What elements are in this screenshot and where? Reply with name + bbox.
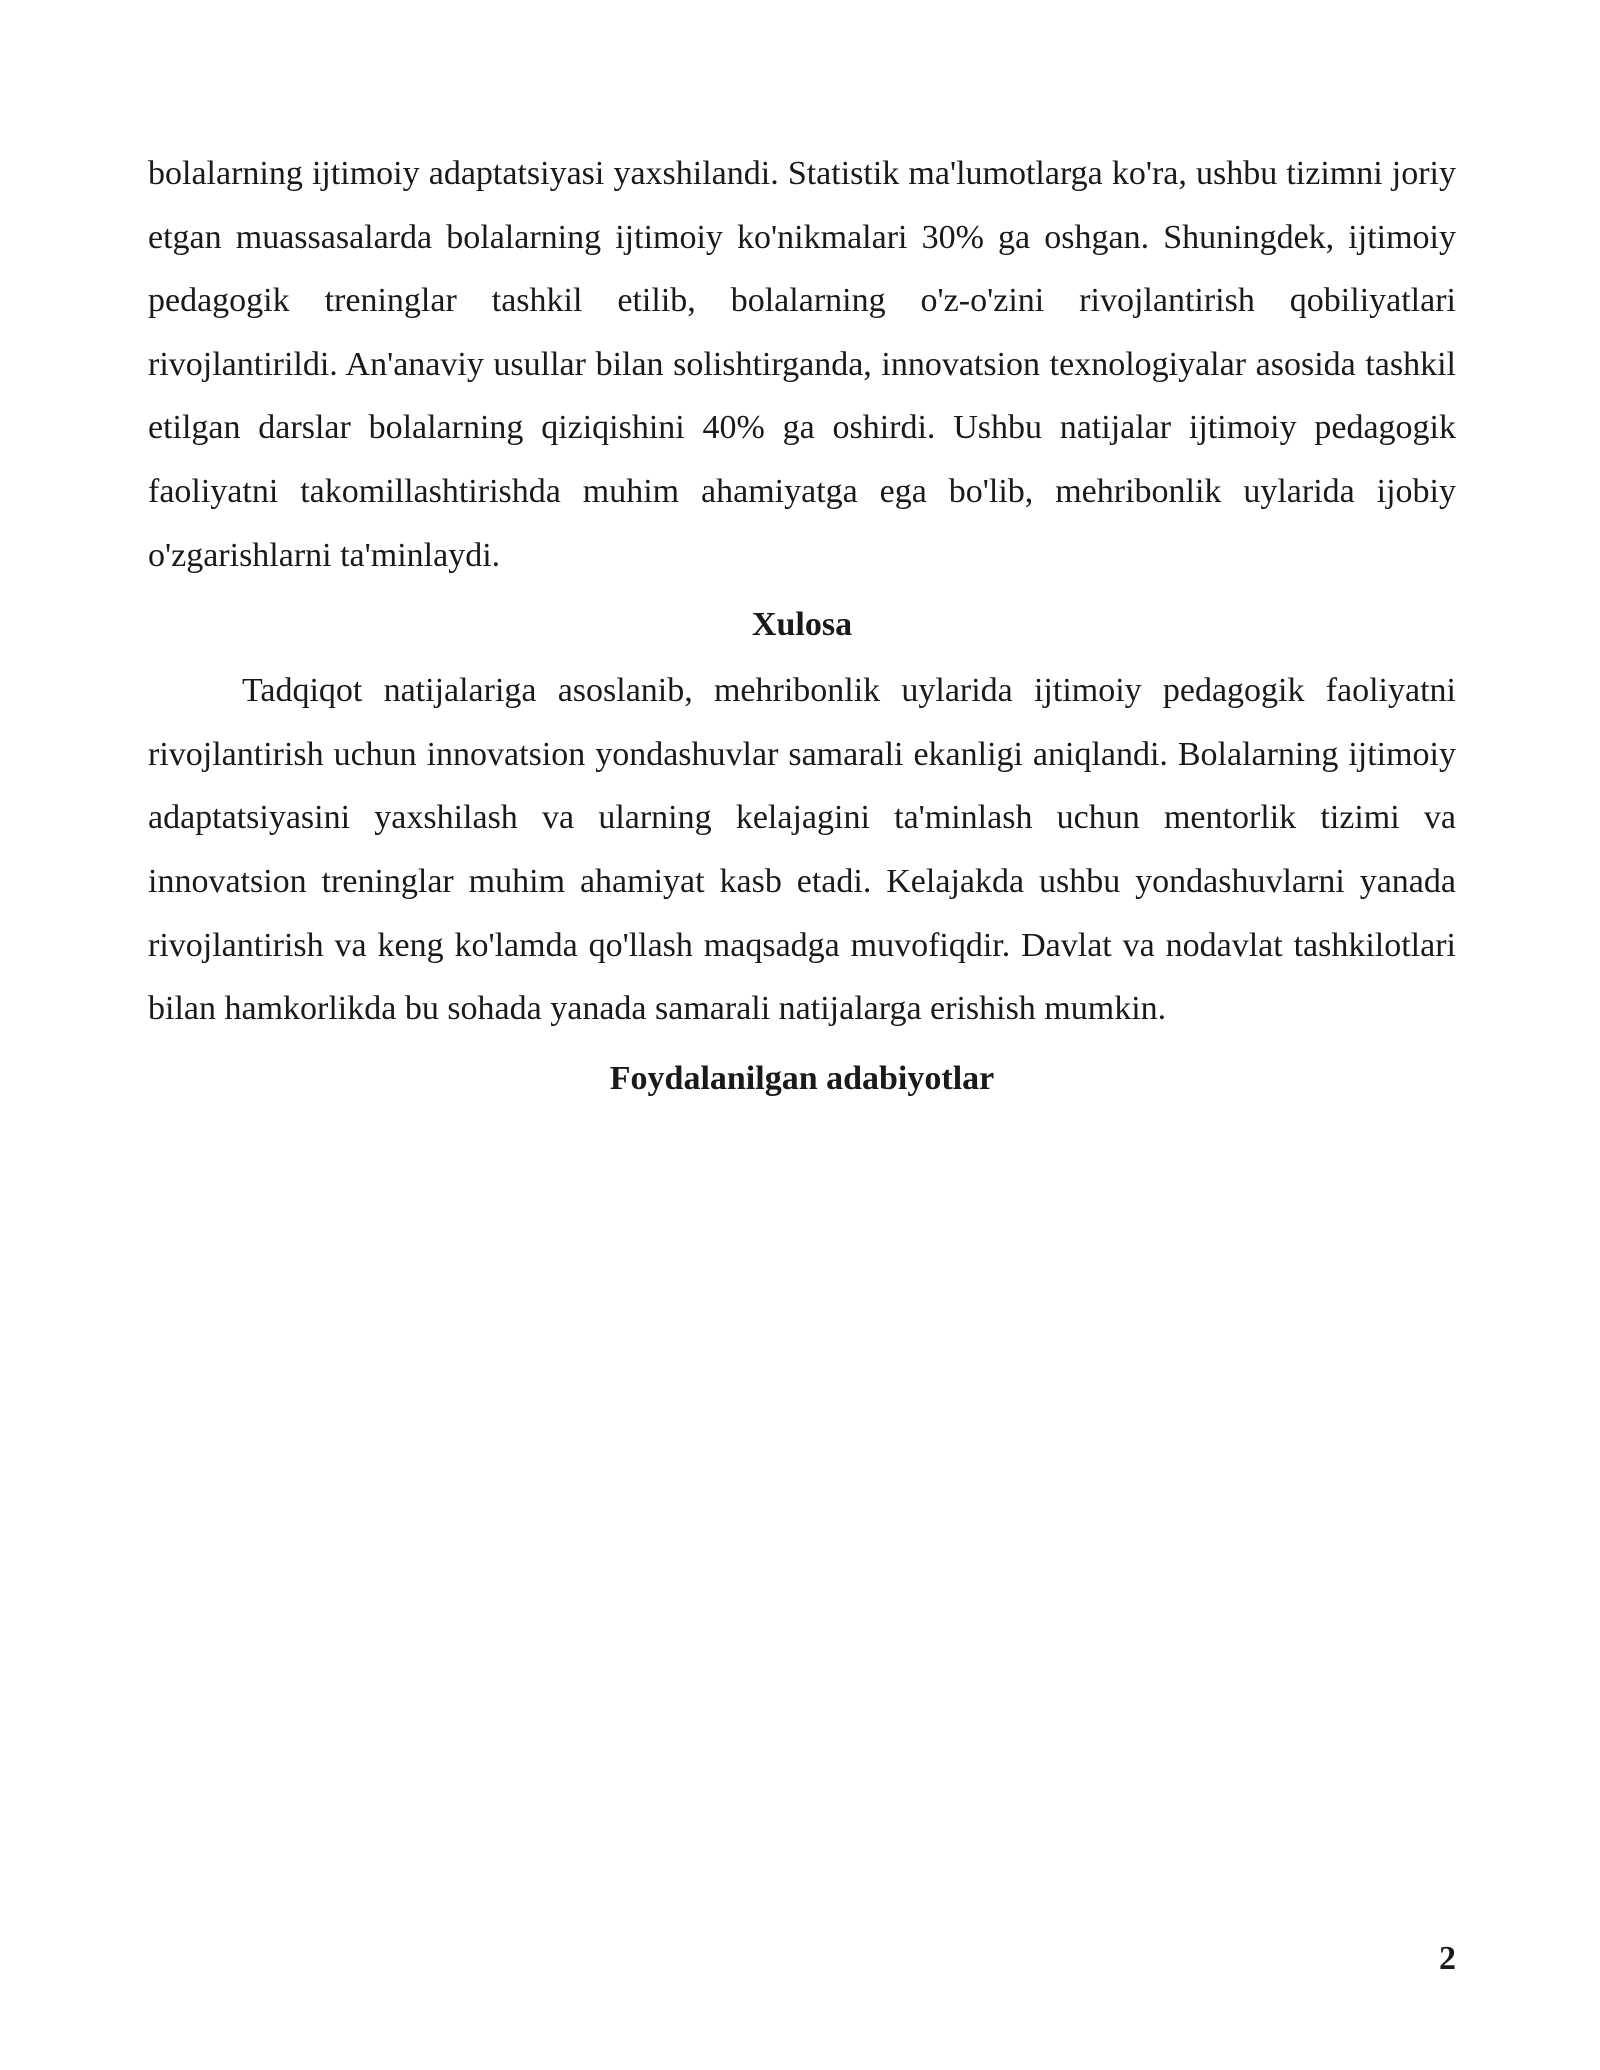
conclusion-heading: Xulosa — [751, 606, 853, 644]
page-number: 2 — [1439, 1940, 1456, 1977]
document-page — [148, 142, 1456, 1099]
conclusion-paragraph: Tadqiqot natijalariga asoslanib, mehribonlik uylarida ijtimoiy pedagogik faoliyatni rivojlantirish uchun innovatsion yondashuvlar samarali ekanligi aniqlandi. Bolalarning ijtimoiy adaptatsiyasini yaxshilash va ularning kelajagini ta'minlash uchun mentorlik tizimi va innovatsion treninglar muhim ahamiyat kasb etadi. Kelajakda ushbu yondashuvlarni yanada rivojlantirish va keng ko'lamda qo'llash maqsadga muvofiqdir. Davlat va nodavlat tashkilotlari bilan hamkorlikda bu sohada yanada samarali natijalarga erishish mumkin. — [148, 672, 1456, 1028]
references-heading: Foydalanilgan adabiyotlar — [609, 1059, 995, 1097]
results-paragraph: bolalarning ijtimoiy adaptatsiyasi yaxshilandi. Statistik ma'lumotlarga ko'ra, ushbu tizimni joriy etgan muassasalarda bolalarning ijtimoiy ko'nikmalari 30% ga oshgan. Shuningdek, ijtimoiy pedagogik treninglar tashkil etilib, bolalarning o'z-o'zini rivojlantirish qobiliyatlari rivojlantirildi. An'anaviy usullar bilan solishtirganda, innovatsion texnologiyalar asosida tashkil etilgan darslar bolalarning qiziqishini 40% ga oshirdi. Ushbu natijalar ijtimoiy pedagogik faoliyatni takomillashtirishda muhim ahamiyatga ega bo'lib, mehribonlik uylarida ijobiy o'zgarishlarni ta'minlaydi. — [148, 155, 1456, 574]
